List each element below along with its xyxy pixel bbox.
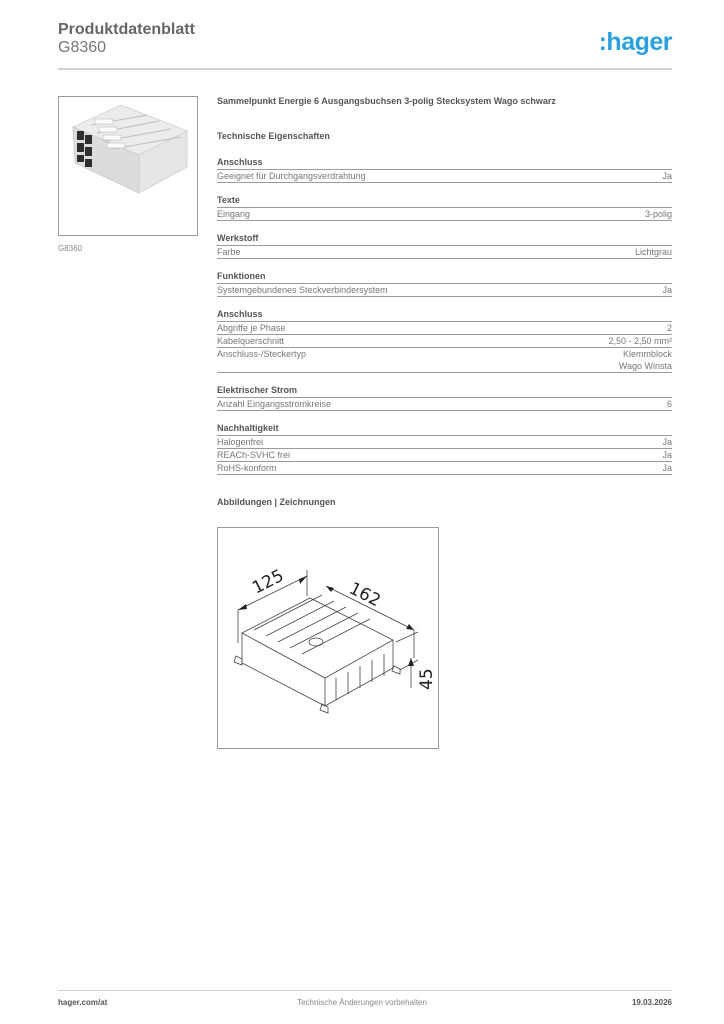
- spec-value: Ja: [662, 450, 672, 460]
- group-title: Anschluss: [217, 308, 672, 322]
- document-title: Produktdatenblatt: [58, 21, 195, 38]
- group-title: Funktionen: [217, 270, 672, 284]
- spec-label: Halogenfrei: [217, 437, 264, 447]
- image-caption: G8360: [58, 244, 83, 253]
- group-title: Anschluss: [217, 156, 672, 170]
- product-description: Sammelpunkt Energie 6 Ausgangsbuchsen 3-polig Stecksystem Wago schwarz: [217, 96, 556, 106]
- group-title: Werkstoff: [217, 232, 672, 246]
- dimension-height-label: 45: [417, 668, 437, 690]
- spec-value: [619, 348, 672, 372]
- spec-group-anschluss-2: [217, 308, 672, 373]
- dimension-length-label: 162: [345, 578, 384, 612]
- hager-logo: :hager: [598, 28, 672, 56]
- technical-drawing-icon: [218, 528, 438, 748]
- spec-label: RoHS-konform: [217, 463, 277, 473]
- spec-row: [217, 348, 672, 373]
- spec-label: Eingang: [217, 209, 251, 219]
- spec-heading: Technische Eigenschaften: [217, 131, 330, 141]
- spec-label: Systemgebundenes Steckverbindersystem: [217, 285, 388, 295]
- header-divider: [58, 68, 672, 70]
- spec-row: [217, 246, 672, 259]
- footer-website-link[interactable]: hager.com/at: [58, 998, 108, 1007]
- group-title: Nachhaltigkeit: [217, 422, 672, 436]
- spec-label: REACh-SVHC frei: [217, 450, 291, 460]
- spec-value: 2: [666, 323, 672, 333]
- spec-value-line: Wago Winsta: [618, 361, 672, 371]
- spec-label: Kabelquerschnitt: [217, 336, 285, 346]
- spec-label: Anschluss-/Steckertyp: [217, 349, 307, 359]
- spec-label: Geeignet für Durchgangsverdrahtung: [217, 171, 366, 181]
- spec-group-texte: [217, 194, 672, 221]
- footer-notice: Technische Änderungen vorbehalten: [297, 998, 427, 1007]
- spec-value: 6: [666, 399, 672, 409]
- spec-value: 3-polig: [644, 209, 672, 219]
- spec-value: Ja: [662, 463, 672, 473]
- spec-label: Abgriffe je Phase: [217, 323, 286, 333]
- spec-value: Lichtgrau: [634, 247, 672, 257]
- spec-label: Anzahl Eingangsstromkreise: [217, 399, 332, 409]
- footer-date: 19.03.2026: [631, 998, 672, 1007]
- spec-row: [217, 284, 672, 297]
- product-image: [58, 96, 198, 236]
- spec-row: [217, 449, 672, 462]
- spec-label: Farbe: [217, 247, 241, 257]
- spec-value: Ja: [662, 171, 672, 181]
- spec-row: [217, 335, 672, 348]
- spec-group-werkstoff: [217, 232, 672, 259]
- spec-row: [217, 398, 672, 411]
- spec-group-funktionen: [217, 270, 672, 297]
- spec-group-anschluss: [217, 156, 672, 183]
- dimension-drawing: [217, 527, 439, 749]
- specification-section: [217, 96, 672, 507]
- drawings-heading: Abbildungen | Zeichnungen: [217, 497, 336, 507]
- spec-row: [217, 170, 672, 183]
- spec-group-nachhaltigkeit: [217, 422, 672, 475]
- spec-value-line: Klemmblock: [622, 349, 672, 359]
- group-title: Texte: [217, 194, 672, 208]
- spec-row: [217, 462, 672, 475]
- spec-row: [217, 436, 672, 449]
- spec-row: [217, 322, 672, 335]
- spec-value: Ja: [662, 437, 672, 447]
- spec-row: [217, 208, 672, 221]
- group-title: Elektrischer Strom: [217, 384, 672, 398]
- page-header: [58, 20, 672, 70]
- product-photo-icon: [59, 97, 197, 235]
- dimension-width-label: 125: [249, 565, 288, 599]
- footer-divider: [58, 990, 672, 991]
- article-number: G8360: [58, 39, 107, 56]
- spec-value: Ja: [662, 285, 672, 295]
- spec-value: 2,50 - 2,50 mm²: [608, 336, 672, 346]
- spec-group-elektrischer-strom: [217, 384, 672, 411]
